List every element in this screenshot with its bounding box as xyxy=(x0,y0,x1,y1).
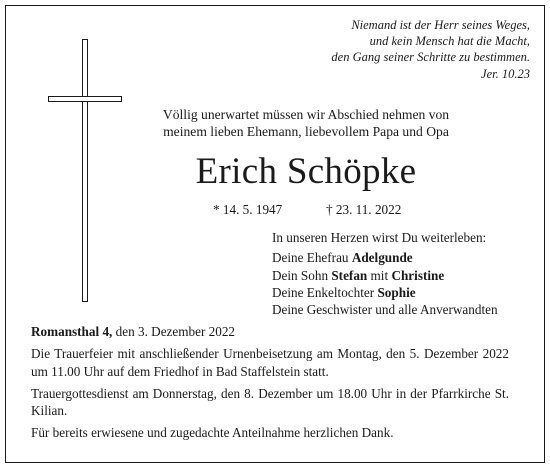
mourner-relation: Dein Sohn xyxy=(272,267,329,283)
death-date: † 23. 11. 2022 xyxy=(326,202,402,217)
bible-verse xyxy=(331,17,530,82)
mourner-granddaughter xyxy=(272,284,498,301)
mourners-lead: In unseren Herzen wirst Du weiterleben: xyxy=(272,230,487,245)
thanks-line: Für bereits erwiesene und zugedachte Anteilnahme herzlichen Dank. xyxy=(31,425,394,441)
place: Romansthal 4, xyxy=(31,324,113,339)
mourner-relation: Deine Ehefrau xyxy=(272,250,349,266)
verse-line: den Gang seiner Schritte zu bestimmen. xyxy=(331,50,530,65)
mourner-name: Sophie xyxy=(377,284,416,300)
mourners-list xyxy=(272,229,498,318)
verse-line: Niemand ist der Herr seines Weges, xyxy=(351,18,530,32)
service-info: Trauergottesdienst am Donnerstag, den 8. Dezember um 18.00 Uhr in der Pfarrkirche St. Kilian. xyxy=(31,385,509,419)
mourner-wife xyxy=(272,249,498,266)
mourner-name: Adelgunde xyxy=(351,250,413,266)
mourner-connector: mit xyxy=(370,267,389,283)
place-date-line xyxy=(31,323,509,340)
intro-line: Völlig unerwartet müssen wir Abschied nehmen von xyxy=(162,107,450,122)
mourner-relation: Deine Enkeltochter xyxy=(272,284,375,300)
funeral-info: Die Trauerfeier mit anschließender Urnenbeisetzung am Montag, den 5. Dezember 2022 um 11.00 Uhr auf dem Friedhof in Bad Staffelstein statt. xyxy=(31,346,509,379)
intro-line: meinem lieben Ehemann, liebevollem Papa und Opa xyxy=(163,124,449,139)
notice-body xyxy=(31,323,509,447)
mourner-name: Christine xyxy=(391,267,445,283)
intro-text xyxy=(156,106,456,140)
notice-date: den 3. Dezember 2022 xyxy=(115,324,236,339)
birth-date: * 14. 5. 1947 xyxy=(213,202,283,217)
mourner-son xyxy=(272,267,498,284)
verse-line: und kein Mensch hat die Macht, xyxy=(369,34,530,49)
mourner-name: Stefan xyxy=(331,267,368,283)
verse-reference: Jer. 10.23 xyxy=(481,66,530,81)
life-dates xyxy=(213,201,402,218)
obituary-notice xyxy=(5,5,545,463)
mourner-others: Deine Geschwister und alle Anverwandten xyxy=(272,302,498,318)
deceased-name: Erich Schöpke xyxy=(195,151,417,192)
